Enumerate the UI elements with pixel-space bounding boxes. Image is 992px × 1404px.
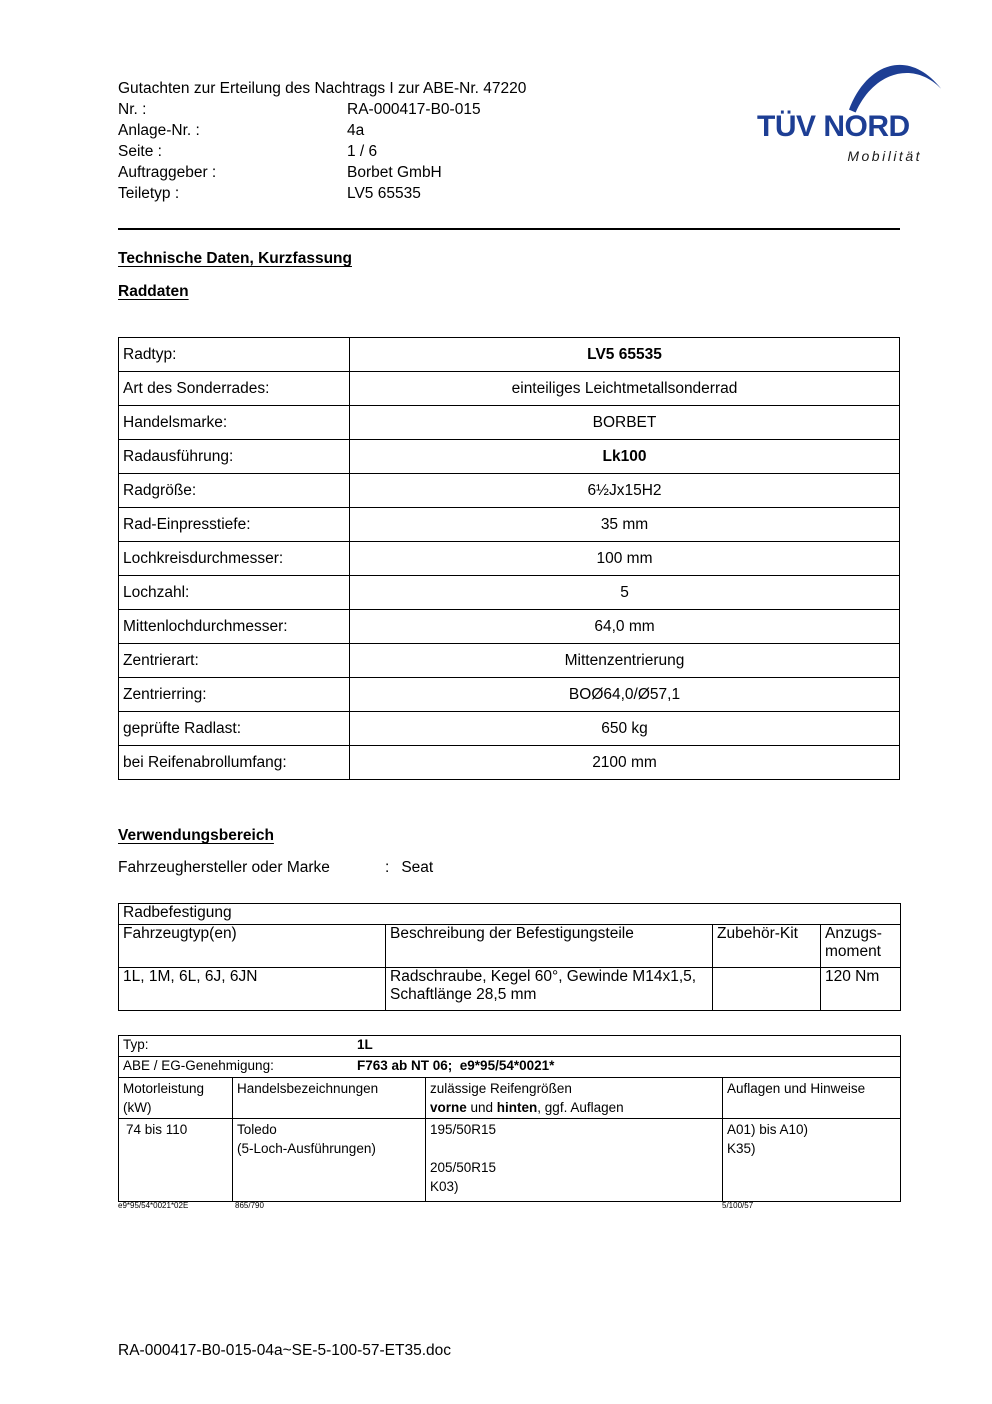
table-row xyxy=(119,678,900,712)
header-field-seite xyxy=(118,141,526,162)
section-heading-raddaten: Raddaten xyxy=(118,283,189,300)
footnote-middle: 865/790 xyxy=(235,1201,264,1210)
field-value: RA-000417-B0-015 xyxy=(347,101,481,118)
row-label: bei Reifenabrollumfang: xyxy=(119,746,350,780)
header-field-nr xyxy=(118,99,526,120)
abe-value: F763 ab NT 06; e9*95/54*0021* xyxy=(357,1058,555,1073)
table-row xyxy=(119,712,900,746)
column-header-beschreibung: Beschreibung der Befestigungsteile xyxy=(386,925,713,968)
row-value: 650 kg xyxy=(350,712,900,746)
row-label: Radausführung: xyxy=(119,440,350,474)
row-label: Zentrierring: xyxy=(119,678,350,712)
table-row xyxy=(119,746,900,780)
table-row xyxy=(119,644,900,678)
beschreibung-cell: Radschraube, Kegel 60°, Gewinde M14x1,5, Schaftlänge 28,5 mm xyxy=(386,968,713,1011)
table-row xyxy=(119,338,900,372)
row-label: Lochkreisdurchmesser: xyxy=(119,542,350,576)
field-value: LV5 65535 xyxy=(347,185,421,202)
logo-brand-text: TÜV NORD xyxy=(757,110,910,143)
row-value: 100 mm xyxy=(350,542,900,576)
table-title: Radbefestigung xyxy=(119,904,901,925)
field-value: 1 / 6 xyxy=(347,143,378,160)
footnotes-row xyxy=(118,1201,900,1213)
header-title-text: Gutachten zur Erteilung des Nachtrags I zur ABE-Nr. 47220 xyxy=(118,80,527,97)
field-label: Seite : xyxy=(118,143,162,160)
manufacturer-value: Seat xyxy=(401,859,434,876)
header-divider xyxy=(118,228,900,230)
footnote-left: e9*95/54*0021*02E xyxy=(118,1201,189,1210)
auflagen-cell: A01) bis A10) K35) xyxy=(723,1119,901,1202)
zubehoer-cell xyxy=(713,968,821,1011)
table-row xyxy=(119,610,900,644)
logo-tagline: Mobilität xyxy=(847,148,922,164)
field-value: 4a xyxy=(347,122,365,139)
header-title xyxy=(118,78,526,99)
typ-value: 1L xyxy=(357,1037,373,1052)
row-value: 64,0 mm xyxy=(350,610,900,644)
row-label: Lochzahl: xyxy=(119,576,350,610)
table-row xyxy=(119,542,900,576)
typ-data-row xyxy=(119,1119,901,1202)
table-header-row xyxy=(119,925,901,968)
row-label: geprüfte Radlast: xyxy=(119,712,350,746)
tuev-nord-logo xyxy=(755,52,950,174)
column-header-zubehoer: Zubehör-Kit xyxy=(713,925,821,968)
field-label: Auftraggeber : xyxy=(118,164,217,181)
table-title-row xyxy=(119,904,901,925)
abe-row xyxy=(119,1057,901,1078)
row-value: 35 mm xyxy=(350,508,900,542)
typ-table xyxy=(118,1035,901,1202)
row-label: Rad-Einpresstiefe: xyxy=(119,508,350,542)
abe-label: ABE / EG-Genehmigung: xyxy=(123,1058,274,1073)
footer-filename: RA-000417-B0-015-04a~SE-5-100-57-ET35.doc xyxy=(118,1342,452,1359)
row-value: Mittenzentrierung xyxy=(350,644,900,678)
row-label: Zentrierart: xyxy=(119,644,350,678)
motorleistung-cell: 74 bis 110 xyxy=(119,1119,233,1202)
fahrzeugtyp-cell: 1L, 1M, 6L, 6J, 6JN xyxy=(119,968,386,1011)
row-value: BORBET xyxy=(350,406,900,440)
column-header-anzugsmoment: Anzugs-moment xyxy=(821,925,901,968)
row-value: BOØ64,0/Ø57,1 xyxy=(350,678,900,712)
table-row xyxy=(119,440,900,474)
header-field-auftraggeber xyxy=(118,162,526,183)
row-value: LV5 65535 xyxy=(350,338,900,372)
header-field-teiletyp xyxy=(118,183,526,204)
row-value: 2100 mm xyxy=(350,746,900,780)
column-header-handelsbezeichnungen: Handelsbezeichnungen xyxy=(233,1078,426,1119)
header-field-anlage xyxy=(118,120,526,141)
field-label: Nr. : xyxy=(118,101,147,118)
table-row xyxy=(119,968,901,1011)
raddaten-table xyxy=(118,337,900,780)
table-row xyxy=(119,372,900,406)
field-label: Teiletyp : xyxy=(118,185,180,202)
manufacturer-separator: : xyxy=(385,859,390,876)
row-value: 6½Jx15H2 xyxy=(350,474,900,508)
field-label: Anlage-Nr. : xyxy=(118,122,200,139)
row-label: Art des Sonderrades: xyxy=(119,372,350,406)
table-row xyxy=(119,406,900,440)
table-row xyxy=(119,576,900,610)
section-heading-technische-daten: Technische Daten, Kurzfassung xyxy=(118,250,352,267)
footnote-right: 5/100/57 xyxy=(722,1201,754,1210)
row-value: 5 xyxy=(350,576,900,610)
typ-label: Typ: xyxy=(123,1037,149,1052)
swoosh-icon xyxy=(849,54,944,114)
row-label: Radgröße: xyxy=(119,474,350,508)
typ-row xyxy=(119,1036,901,1057)
row-value: Lk100 xyxy=(350,440,900,474)
row-label: Handelsmarke: xyxy=(119,406,350,440)
column-header-auflagen: Auflagen und Hinweise xyxy=(723,1078,901,1119)
column-header-motorleistung: Motorleistung (kW) xyxy=(119,1078,233,1119)
row-label: Mittenlochdurchmesser: xyxy=(119,610,350,644)
row-value: einteiliges Leichtmetallsonderrad xyxy=(350,372,900,406)
vehicle-manufacturer-line xyxy=(118,859,433,877)
section-heading-verwendungsbereich: Verwendungsbereich xyxy=(118,827,274,844)
column-header-fahrzeugtyp: Fahrzeugtyp(en) xyxy=(119,925,386,968)
column-header-reifengroessen: zulässige Reifengrößen vorne und hinten, ggf. Auflagen xyxy=(426,1078,723,1119)
radbefestigung-table xyxy=(118,903,901,1011)
table-row xyxy=(119,474,900,508)
manufacturer-label: Fahrzeughersteller oder Marke xyxy=(118,859,330,876)
typ-header-row xyxy=(119,1078,901,1119)
handelsbezeichnung-cell: Toledo (5-Loch-Ausführungen) xyxy=(233,1119,426,1202)
document-header xyxy=(118,78,526,204)
table-row xyxy=(119,508,900,542)
anzugsmoment-cell: 120 Nm xyxy=(821,968,901,1011)
reifengroessen-cell: 195/50R15 205/50R15 K03) xyxy=(426,1119,723,1202)
row-label: Radtyp: xyxy=(119,338,350,372)
field-value: Borbet GmbH xyxy=(347,164,442,181)
